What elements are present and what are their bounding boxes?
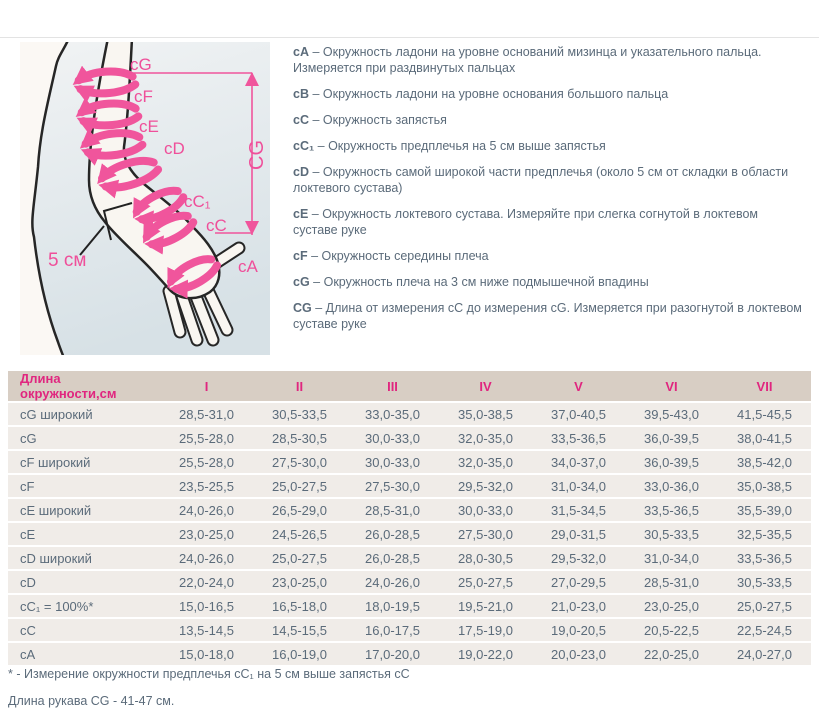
measurement-text: – Окружность ладони на уровне оснований мизинца и указательного пальца. Измеряется при раздвинутых пальцах <box>293 45 762 75</box>
measurement-code: CG <box>293 301 312 315</box>
measurement-description <box>293 112 805 128</box>
size-range-cell: 30,0-33,0 <box>439 499 532 521</box>
column-header-size-v: V <box>532 371 625 401</box>
size-range-cell: 31,0-34,0 <box>532 475 625 497</box>
size-range-cell: 29,5-32,0 <box>532 547 625 569</box>
measurement-description <box>293 274 805 290</box>
size-range-cell: 19,5-21,0 <box>439 595 532 617</box>
measurement-text: – Окружность локтевого сустава. Измеряйте при слегка согнутой в локтевом суставе руке <box>293 207 758 237</box>
row-label: cG широкий <box>8 403 160 425</box>
label-cc1: cC₁ <box>184 192 211 211</box>
table-row <box>8 427 811 449</box>
measurement-code: cB <box>293 87 309 101</box>
label-ce: cE <box>139 117 159 136</box>
size-range-cell: 18,0-19,5 <box>346 595 439 617</box>
size-range-cell: 29,5-32,0 <box>439 475 532 497</box>
size-range-cell: 26,0-28,5 <box>346 547 439 569</box>
measurement-code: cG <box>293 275 310 289</box>
row-label: cC₁ = 100%* <box>8 595 160 617</box>
size-range-cell: 20,0-23,0 <box>532 643 625 665</box>
size-range-cell: 30,0-33,0 <box>346 451 439 473</box>
size-range-cell: 35,0-38,5 <box>718 475 811 497</box>
size-range-cell: 31,0-34,0 <box>625 547 718 569</box>
size-range-cell: 14,5-15,5 <box>253 619 346 641</box>
size-range-cell: 26,0-28,5 <box>346 523 439 545</box>
size-range-cell: 24,0-27,0 <box>718 643 811 665</box>
column-header-size-iv: IV <box>439 371 532 401</box>
size-range-cell: 33,5-36,5 <box>625 499 718 521</box>
size-range-cell: 24,0-26,0 <box>160 547 253 569</box>
label-cf: cF <box>134 87 153 106</box>
measurement-text: – Длина от измерения cC до измерения cG. Измеряется при разогнутой в локтевом суставе руке <box>293 301 802 331</box>
measurement-code: cE <box>293 207 309 221</box>
measurement-description <box>293 86 805 102</box>
table-row <box>8 523 811 545</box>
size-range-cell: 25,0-27,5 <box>439 571 532 593</box>
table-row <box>8 619 811 641</box>
row-label: cF широкий <box>8 451 160 473</box>
row-label: cA <box>8 643 160 665</box>
measurement-description <box>293 248 805 264</box>
measurement-description <box>293 44 805 76</box>
size-range-cell: 28,5-30,5 <box>253 427 346 449</box>
size-range-cell: 33,0-35,0 <box>346 403 439 425</box>
size-range-cell: 32,0-35,0 <box>439 427 532 449</box>
size-range-cell: 25,5-28,0 <box>160 427 253 449</box>
size-range-cell: 17,5-19,0 <box>439 619 532 641</box>
size-range-cell: 23,0-25,0 <box>253 571 346 593</box>
size-range-cell: 32,5-35,5 <box>718 523 811 545</box>
column-header-size-ii: II <box>253 371 346 401</box>
size-range-cell: 17,0-20,0 <box>346 643 439 665</box>
size-range-cell: 27,5-30,0 <box>346 475 439 497</box>
measurement-code: cD <box>293 165 309 179</box>
size-range-cell: 16,0-19,0 <box>253 643 346 665</box>
row-label: cF <box>8 475 160 497</box>
row-label: cD широкий <box>8 547 160 569</box>
size-range-cell: 28,5-31,0 <box>346 499 439 521</box>
size-range-cell: 26,5-29,0 <box>253 499 346 521</box>
size-range-cell: 32,0-35,0 <box>439 451 532 473</box>
column-header-size-vi: VI <box>625 371 718 401</box>
table-row <box>8 451 811 473</box>
measurement-description <box>293 300 805 332</box>
label-ca: cA <box>238 257 258 276</box>
size-range-cell: 27,5-30,0 <box>253 451 346 473</box>
size-range-cell: 37,0-40,5 <box>532 403 625 425</box>
size-range-cell: 28,5-31,0 <box>160 403 253 425</box>
label-five-cm: 5 см <box>48 250 87 271</box>
row-label: cC <box>8 619 160 641</box>
size-range-cell: 16,5-18,0 <box>253 595 346 617</box>
measurement-text: – Окружность ладони на уровне основания большого пальца <box>312 87 669 101</box>
measurement-code: cC <box>293 113 309 127</box>
size-range-cell: 15,0-16,5 <box>160 595 253 617</box>
size-range-cell: 35,5-39,0 <box>718 499 811 521</box>
size-range-cell: 20,5-22,5 <box>625 619 718 641</box>
size-range-cell: 41,5-45,5 <box>718 403 811 425</box>
measurement-code: cF <box>293 249 308 263</box>
measurement-text: – Окружность плеча на 3 см ниже подмышечной впадины <box>313 275 649 289</box>
size-range-cell: 23,0-25,0 <box>625 595 718 617</box>
table-row <box>8 571 811 593</box>
row-label: cD <box>8 571 160 593</box>
size-range-cell: 30,5-33,5 <box>625 523 718 545</box>
size-range-cell: 24,0-26,0 <box>346 571 439 593</box>
column-header-size-vii: VII <box>718 371 811 401</box>
label-cg-length: CG <box>246 140 268 170</box>
measurement-code: cA <box>293 45 309 59</box>
size-range-cell: 25,0-27,5 <box>253 475 346 497</box>
size-range-cell: 27,5-30,0 <box>439 523 532 545</box>
size-range-cell: 13,5-14,5 <box>160 619 253 641</box>
size-range-cell: 35,0-38,5 <box>439 403 532 425</box>
size-range-cell: 33,5-36,5 <box>532 427 625 449</box>
size-range-cell: 33,5-36,5 <box>718 547 811 569</box>
column-header-size-iii: III <box>346 371 439 401</box>
top-divider <box>0 37 819 38</box>
measurement-text: – Окружность середины плеча <box>311 249 489 263</box>
measurement-description <box>293 138 805 154</box>
size-range-cell: 25,0-27,5 <box>253 547 346 569</box>
size-range-cell: 36,0-39,5 <box>625 451 718 473</box>
label-cc: cC <box>206 216 227 235</box>
footnotes <box>8 661 808 715</box>
size-range-cell: 30,5-33,5 <box>253 403 346 425</box>
size-table <box>8 369 811 667</box>
size-range-cell: 22,0-25,0 <box>625 643 718 665</box>
measurement-text: – Окружность запястья <box>312 113 447 127</box>
table-header-label: Длина окружности,см <box>8 371 160 401</box>
size-range-cell: 15,0-18,0 <box>160 643 253 665</box>
size-range-cell: 16,0-17,5 <box>346 619 439 641</box>
size-range-cell: 29,0-31,5 <box>532 523 625 545</box>
size-range-cell: 24,0-26,0 <box>160 499 253 521</box>
size-range-cell: 36,0-39,5 <box>625 427 718 449</box>
measurement-text: – Окружность самой широкой части предплечья (около 5 см от складки в области локтевого сустава) <box>293 165 789 195</box>
measurement-descriptions <box>293 44 805 342</box>
row-label: cE широкий <box>8 499 160 521</box>
size-range-cell: 23,5-25,5 <box>160 475 253 497</box>
size-range-cell: 28,0-30,5 <box>439 547 532 569</box>
size-range-cell: 19,0-22,0 <box>439 643 532 665</box>
size-range-cell: 19,0-20,5 <box>532 619 625 641</box>
size-range-cell: 33,0-36,0 <box>625 475 718 497</box>
measurement-description <box>293 206 805 238</box>
size-range-cell: 22,0-24,0 <box>160 571 253 593</box>
size-range-cell: 39,5-43,0 <box>625 403 718 425</box>
table-row <box>8 475 811 497</box>
size-range-cell: 23,0-25,0 <box>160 523 253 545</box>
arm-measurement-diagram <box>20 42 270 355</box>
size-range-cell: 31,5-34,5 <box>532 499 625 521</box>
table-row <box>8 403 811 425</box>
row-label: cG <box>8 427 160 449</box>
size-range-cell: 25,0-27,5 <box>718 595 811 617</box>
size-range-cell: 38,5-42,0 <box>718 451 811 473</box>
size-range-cell: 25,5-28,0 <box>160 451 253 473</box>
table-row <box>8 499 811 521</box>
size-range-cell: 22,5-24,5 <box>718 619 811 641</box>
table-header-row <box>8 371 811 401</box>
size-range-cell: 30,5-33,5 <box>718 571 811 593</box>
size-range-cell: 30,0-33,0 <box>346 427 439 449</box>
size-range-cell: 28,5-31,0 <box>625 571 718 593</box>
footnote-sleeve-length: Длина рукава CG - 41-47 см. <box>8 694 175 708</box>
label-cg: cG <box>130 55 152 74</box>
size-range-cell: 38,0-41,5 <box>718 427 811 449</box>
size-range-cell: 34,0-37,0 <box>532 451 625 473</box>
row-label: cE <box>8 523 160 545</box>
size-range-cell: 24,5-26,5 <box>253 523 346 545</box>
footnote-measurement: * - Измерение окружности предплечья cC₁ на 5 см выше запястья cC <box>8 667 410 681</box>
measurement-description <box>293 164 805 196</box>
size-range-cell: 21,0-23,0 <box>532 595 625 617</box>
size-table-body <box>8 403 811 665</box>
size-range-cell: 27,0-29,5 <box>532 571 625 593</box>
measurement-text: – Окружность предплечья на 5 см выше запястья <box>317 139 606 153</box>
column-header-size-i: I <box>160 371 253 401</box>
measurement-code: cC₁ <box>293 139 315 153</box>
table-row <box>8 595 811 617</box>
label-cd: cD <box>164 139 185 158</box>
table-row <box>8 547 811 569</box>
